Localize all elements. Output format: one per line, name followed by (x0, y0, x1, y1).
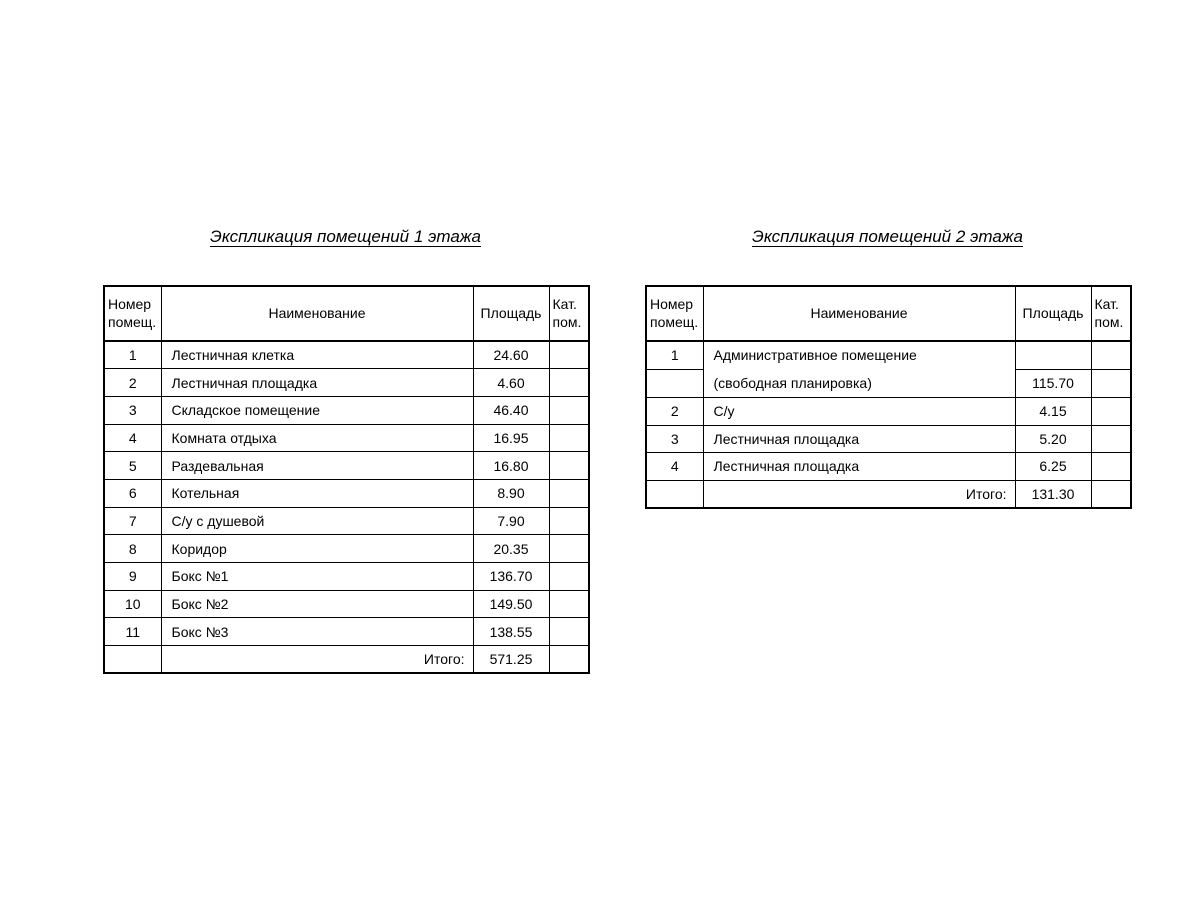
table-row (104, 424, 589, 452)
room-area-cell: 115.70 (1015, 369, 1091, 397)
room-name-cell: С/у (703, 398, 1015, 426)
header-row (104, 286, 589, 341)
room-area-cell: 20.35 (473, 535, 549, 563)
table-row (646, 425, 1131, 453)
room-number-cell: 1 (104, 341, 161, 369)
header-room-area: Площадь (1015, 286, 1091, 341)
room-category-cell (549, 479, 589, 507)
header-room-name: Наименование (161, 286, 473, 341)
total-label-cell: Итого: (703, 480, 1015, 508)
room-name-line-2: (свободная планировка) (713, 374, 872, 391)
room-category-cell (549, 396, 589, 424)
floor2-title: Экспликация помещений 2 этажа (752, 227, 1023, 246)
table-row (646, 341, 1131, 369)
room-number-cell: 9 (104, 563, 161, 591)
room-name-cell: Складское помещение (161, 396, 473, 424)
room-name-cell: Комната отдыха (161, 424, 473, 452)
room-number-cell: 6 (104, 479, 161, 507)
total-category-cell (1091, 480, 1131, 508)
room-number-cell: 7 (104, 507, 161, 535)
room-category-cell (1091, 398, 1131, 426)
room-number-cell: 4 (646, 453, 703, 481)
table-row (104, 341, 589, 369)
table-row (646, 453, 1131, 481)
room-number-cell: 10 (104, 590, 161, 618)
total-category-cell (549, 646, 589, 674)
header-room-number: Номер помещ. (104, 286, 161, 341)
room-area-cell: 24.60 (473, 341, 549, 369)
room-area-cell: 138.55 (473, 618, 549, 646)
table-row (104, 369, 589, 397)
room-area-cell: 8.90 (473, 479, 549, 507)
room-category-cell (549, 563, 589, 591)
header-room-category: Кат. пом. (1091, 286, 1131, 341)
room-name-cell: Коридор (161, 535, 473, 563)
header-row (646, 286, 1131, 341)
header-room-category: Кат. пом. (549, 286, 589, 341)
room-area-cell: 5.20 (1015, 425, 1091, 453)
room-category-cell (1091, 341, 1131, 369)
floor2-table (645, 285, 1132, 509)
table-row (104, 590, 589, 618)
room-name-line-1: Административное помещение (713, 347, 917, 363)
room-name-cell: Бокс №3 (161, 618, 473, 646)
room-number-cell: 2 (104, 369, 161, 397)
total-empty-cell (104, 646, 161, 674)
room-area-cell: 16.80 (473, 452, 549, 480)
table-row (104, 452, 589, 480)
room-number-cell: 8 (104, 535, 161, 563)
total-area-cell: 131.30 (1015, 480, 1091, 508)
floor1-title: Экспликация помещений 1 этажа (210, 227, 481, 246)
table-row (104, 563, 589, 591)
room-area-cell (1015, 341, 1091, 369)
room-name-cell: Лестничная площадка (703, 425, 1015, 453)
room-category-cell (549, 341, 589, 369)
header-room-area: Площадь (473, 286, 549, 341)
table-row (104, 535, 589, 563)
room-number-cell: 1 (646, 341, 703, 369)
room-name-cell: Лестничная площадка (703, 453, 1015, 481)
room-name-cell: Бокс №2 (161, 590, 473, 618)
floor2-block (645, 224, 1130, 509)
room-number-cell: 5 (104, 452, 161, 480)
room-category-cell (549, 369, 589, 397)
room-category-cell (1091, 453, 1131, 481)
header-room-name: Наименование (703, 286, 1015, 341)
room-category-cell (1091, 369, 1131, 397)
room-area-cell: 136.70 (473, 563, 549, 591)
room-number-cell (646, 369, 703, 397)
table-row (104, 507, 589, 535)
header-room-number: Номер помещ. (646, 286, 703, 341)
floor1-table (103, 285, 590, 674)
room-area-cell: 149.50 (473, 590, 549, 618)
total-label-cell: Итого: (161, 646, 473, 674)
room-category-cell (549, 618, 589, 646)
room-area-cell: 6.25 (1015, 453, 1091, 481)
room-category-cell (549, 452, 589, 480)
room-area-cell: 46.40 (473, 396, 549, 424)
room-name-cell: С/у с душевой (161, 507, 473, 535)
room-number-cell: 3 (104, 396, 161, 424)
room-category-cell (549, 507, 589, 535)
room-name-cell: Лестничная площадка (161, 369, 473, 397)
room-category-cell (1091, 425, 1131, 453)
total-empty-cell (646, 480, 703, 508)
room-number-cell: 2 (646, 398, 703, 426)
room-name-cell: Котельная (161, 479, 473, 507)
room-category-cell (549, 535, 589, 563)
room-number-cell: 11 (104, 618, 161, 646)
room-area-cell: 16.95 (473, 424, 549, 452)
total-row (104, 646, 589, 674)
room-name-cell: Лестничная клетка (161, 341, 473, 369)
room-number-cell: 3 (646, 425, 703, 453)
room-area-cell: 4.15 (1015, 398, 1091, 426)
room-area-cell: 4.60 (473, 369, 549, 397)
room-number-cell: 4 (104, 424, 161, 452)
room-area-cell: 7.90 (473, 507, 549, 535)
room-name-cell: Бокс №1 (161, 563, 473, 591)
table-row (646, 398, 1131, 426)
total-row (646, 480, 1131, 508)
room-name-cell: Раздевальная (161, 452, 473, 480)
room-category-cell (549, 424, 589, 452)
table-row (104, 396, 589, 424)
table-row (104, 479, 589, 507)
table-row (104, 618, 589, 646)
floor1-block (103, 224, 588, 674)
total-area-cell: 571.25 (473, 646, 549, 674)
room-name-cell-merged (703, 341, 1015, 398)
room-category-cell (549, 590, 589, 618)
